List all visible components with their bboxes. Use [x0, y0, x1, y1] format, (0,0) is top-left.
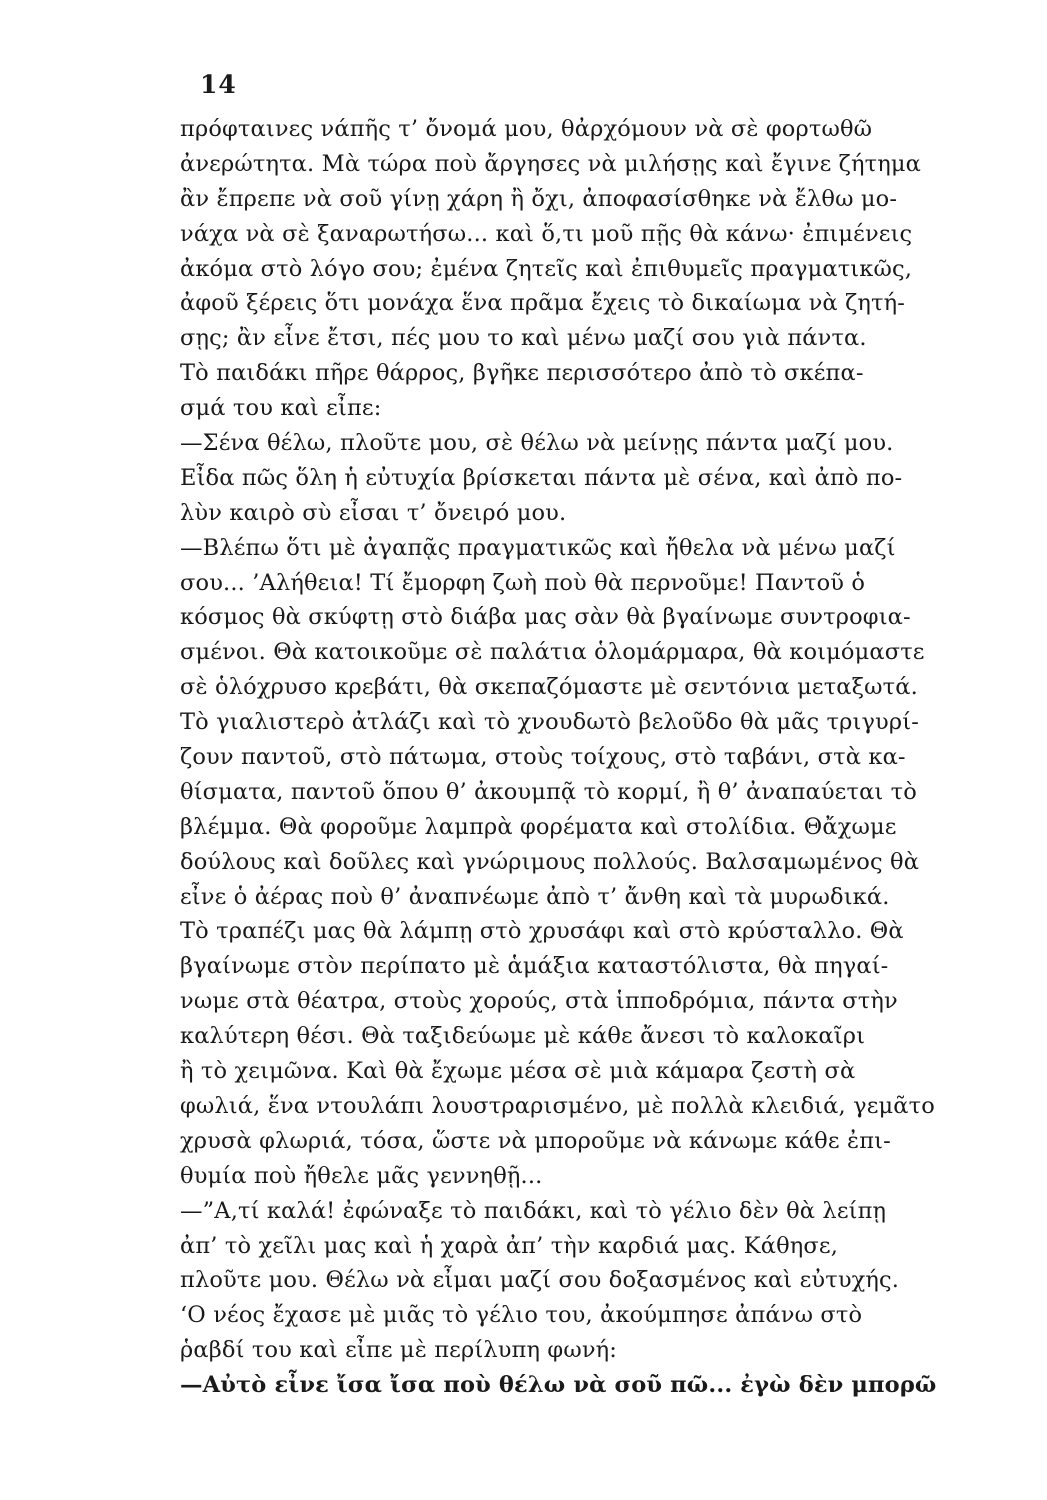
text-line: νάχα νὰ σὲ ξαναρωτήσω... καὶ ὅ,τι μοῦ πῇς θὰ κάνω· ἐπιμένεις	[180, 220, 913, 247]
text-line: σὲ ὁλόχρυσο κρεβάτι, θὰ σκεπαζόμαστε μὲ σεντόνια μεταξωτά.	[180, 674, 918, 701]
text-line: δούλους καὶ δοῦλες καὶ γνώριμους πολλούς. Βαλσαμωμένος θὰ	[180, 848, 920, 875]
text-line: σῃς; ἂν εἶνε ἔτσι, πές μου το καὶ μένω μαζί σου γιὰ πάντα.	[180, 325, 867, 352]
text-line: βγαίνωμε στὸν περίπατο μὲ ἁμάξια καταστόλιστα, θὰ πηγαί-	[180, 953, 889, 980]
text-line: ῥαβδί του καὶ εἶπε μὲ περίλυπη φωνή:	[180, 1337, 618, 1364]
text-line: ἂν ἔπρεπε νὰ σοῦ γίνῃ χάρη ἢ ὄχι, ἀποφασίσθηκε νὰ ἔλθω μο-	[180, 185, 898, 212]
text-line: κόσμος θὰ σκύφτῃ στὸ διάβα μας σὰν θὰ βγαίνωμε συντροφια-	[180, 604, 911, 631]
text-line: —Σένα θέλω, πλοῦτε μου, σὲ θέλω νὰ μείνῃς πάντα μαζί μου.	[180, 430, 894, 457]
text-line: —”Α,τί καλά! ἐφώναξε τὸ παιδάκι, καὶ τὸ γέλιο δὲν θὰ λείπῃ	[180, 1197, 887, 1224]
text-line: λὺν καιρὸ σὺ εἶσαι τ’ ὄνειρό μου.	[180, 499, 567, 526]
text-line: —Αὐτὸ εἶνε ἴσα ἴσα ποὺ θέλω νὰ σοῦ πῶ... ἐγὼ δὲν μπορῶ	[180, 1372, 937, 1399]
text-line: θίσματα, παντοῦ ὅπου θ’ ἀκουμπᾷ τὸ κορμί, ἢ θ’ ἀναπαύεται τὸ	[180, 778, 917, 805]
text-line: χρυσὰ φλωριά, τόσα, ὥστε νὰ μποροῦμε νὰ κάνωμε κάθε ἐπι-	[180, 1127, 891, 1154]
text-line: Τὸ τραπέζι μας θὰ λάμπῃ στὸ χρυσάφι καὶ στὸ κρύσταλλο. Θὰ	[180, 918, 904, 945]
text-line: ἢ τὸ χειμῶνα. Καὶ θὰ ἔχωμε μέσα σὲ μιὰ κάμαρα ζεστὴ σὰ	[180, 1058, 856, 1085]
text-line: βλέμμα. Θὰ φοροῦμε λαμπρὰ φορέματα καὶ στολίδια. Θἄχωμε	[180, 813, 897, 840]
text-line: πρόφταινες νάπῆς τ’ ὄνομά μου, θἀρχόμουν νὰ σὲ φορτωθῶ	[180, 116, 873, 142]
text-line: πλοῦτε μου. Θέλω νὰ εἶμαι μαζί σου δοξασμένος καὶ εὐτυχής.	[180, 1267, 900, 1294]
text-line: Τὸ παιδάκι πῆρε θάρρος, βγῆκε περισσότερο ἀπὸ τὸ σκέπα-	[180, 360, 864, 387]
text-line: ἀφοῦ ξέρεις ὅτι μονάχα ἕνα πρᾶμα ἔχεις τὸ δικαίωμα νὰ ζητή-	[180, 290, 906, 317]
text-line: ἀνερώτητα. Μὰ τώρα ποὺ ἄργησες νὰ μιλήσῃς καὶ ἔγινε ζήτημα	[180, 150, 921, 177]
text-line: εἶνε ὁ ἀέρας ποὺ θ’ ἀναπνέωμε ἀπὸ τ’ ἄνθη καὶ τὰ μυρωδικά.	[180, 883, 890, 910]
text-line: Εἶδα πῶς ὅλη ἡ εὐτυχία βρίσκεται πάντα μὲ σένα, καὶ ἀπὸ πο-	[180, 464, 903, 491]
text-line: ἀκόμα στὸ λόγο σου; ἐμένα ζητεῖς καὶ ἐπιθυμεῖς πραγματικῶς,	[180, 255, 913, 282]
text-line: νωμε στὰ θέατρα, στοὺς χορούς, στὰ ἱπποδρόμια, πάντα στὴν	[180, 988, 898, 1015]
body-text	[180, 112, 1042, 1403]
page-number: 14	[200, 70, 237, 99]
text-line: καλύτερη θέσι. Θὰ ταξιδεύωμε μὲ κάθε ἄνεσι τὸ καλοκαῖρι	[180, 1023, 866, 1050]
text-line: ‘Ο νέος ἔχασε μὲ μιᾶς τὸ γέλιο του, ἀκούμπησε ἀπάνω στὸ	[180, 1302, 863, 1329]
text-line: —Βλέπω ὅτι μὲ ἀγαπᾷς πραγματικῶς καὶ ἤθελα νὰ μένω μαζί	[180, 534, 896, 561]
text-line: ἀπ’ τὸ χεῖλι μας καὶ ἡ χαρὰ ἀπ’ τὴν καρδιά μας. Κάθησε,	[180, 1232, 839, 1259]
text-line: φωλιά, ἕνα ντουλάπι λουστραρισμένο, μὲ πολλὰ κλειδιά, γεμᾶτο	[180, 1092, 935, 1119]
text-line: Τὸ γιαλιστερὸ ἀτλάζι καὶ τὸ χνουδωτὸ βελοῦδο θὰ μᾶς τριγυρί-	[180, 709, 919, 736]
text-line: θυμία ποὺ ἤθελε μᾶς γεννηθῇ...	[180, 1162, 543, 1189]
text-line: σμά του καὶ εἶπε:	[180, 395, 382, 422]
text-line: σου... ’Αλήθεια! Τί ἔμορφη ζωὴ ποὺ θὰ περνοῦμε! Παντοῦ ὁ	[180, 569, 866, 596]
text-line: σμένοι. Θὰ κατοικοῦμε σὲ παλάτια ὁλομάρμαρα, θὰ κοιμόμαστε	[180, 639, 925, 666]
text-line: ζουν παντοῦ, στὸ πάτωμα, στοὺς τοίχους, στὸ ταβάνι, στὰ κα-	[180, 744, 906, 771]
